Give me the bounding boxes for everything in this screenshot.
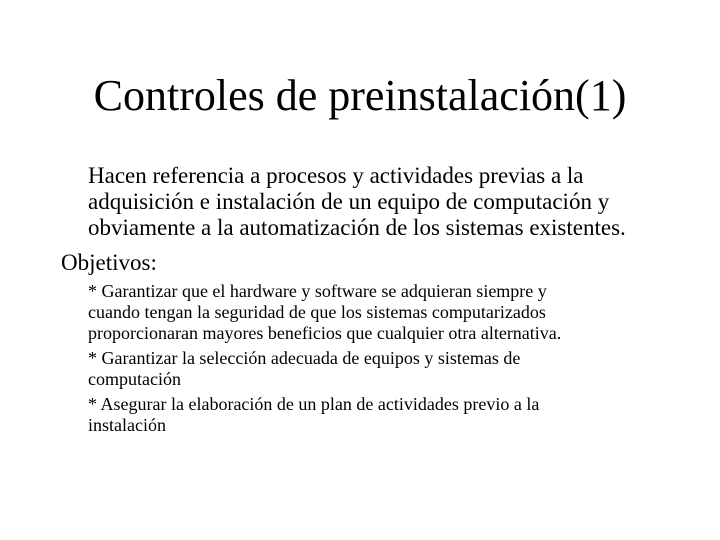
intro-line: Hacen referencia a procesos y actividades previas a la — [88, 163, 584, 188]
slide-title: Controles de preinstalación(1) — [93, 71, 627, 120]
intro-line: adquisición e instalación de un equipo de computación y — [88, 189, 610, 214]
objective-item — [88, 348, 688, 390]
objectives-heading: Objetivos: — [61, 250, 157, 275]
objective-line: proporcionaran mayores beneficios que cualquier otra alternativa. — [88, 323, 562, 343]
objective-line: cuando tengan la seguridad de que los sistemas computarizados — [88, 302, 546, 322]
objective-line: * Asegurar la elaboración de un plan de actividades previo a la — [88, 394, 540, 414]
objective-item — [88, 394, 688, 436]
objectives-list — [88, 281, 688, 440]
objective-item — [88, 281, 688, 344]
objective-line: * Garantizar que el hardware y software se adquieran siempre y — [88, 281, 547, 301]
objective-line: instalación — [88, 415, 166, 435]
intro-line: obviamente a la automatización de los sistemas existentes. — [88, 215, 626, 240]
objective-line: computación — [88, 369, 181, 389]
intro-paragraph — [88, 163, 688, 241]
objective-line: * Garantizar la selección adecuada de equipos y sistemas de — [88, 348, 521, 368]
